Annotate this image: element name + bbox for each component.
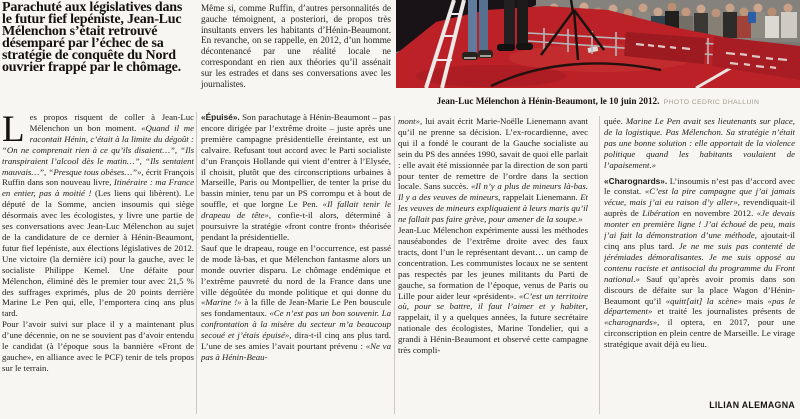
body-paragraph: Pour l’avoir suivi sur place il y a maintenant plus d’une décennie, on ne se souvient pas d’avoir entendu le candidat (à l’époque sous la bannière «Front de gauche», en alliance avec le PCF) tenir de tels propos sur le terrain. — [2, 319, 194, 373]
body-column-2 — [201, 112, 391, 416]
body-paragraph: mont», lui avait écrit Marie-Noëlle Lienemann avant qu’il ne prenne sa décision. L’ex-rocardienne, avec qui il a fondé le courant de la Gauche socialiste au sein du PS des années 1990, savait de quoi elle parlait : elle avait été missionnée par la direction de son parti pour tenter de remettre de l’ordre dans la section locale. Sans succès. «Il n’y a plus de mineurs là-bas. Il y a des veuves de mineurs, rappelait Lienemann. Et les veuves de mineurs expliquaient à leurs maris qu’il ne fallait pas faire grève, pour amener de la soupe.» — [398, 116, 588, 225]
body-column-1 — [2, 112, 194, 416]
column-rule — [196, 112, 197, 414]
body-paragraph: quée. Marine Le Pen avait ses lieutenants sur place, de la logistique. Pas Mélenchon. Sa stratégie n’était pas une bonne solution : elle apportait de la violence politique quand les habitants voulaient de l’apaisement.» — [604, 116, 795, 170]
article-photo — [396, 0, 800, 88]
author-byline: LILIAN ALEMAGNA — [709, 400, 795, 410]
body-paragraph: Les propos risquent de coller à Jean-Luc Mélenchon un bon moment. «Quand il me racontait Hénin, c’était à la limite du dégoût : “On ne comprenait rien à ce qu’ils disaient…”, “Ils transpiraient l’alcool dès le matin…”, “Ils sentaient mauvais…”, “Presque tous obèses…”», écrit François Ruffin dans son nouveau livre, Itinéraire : ma France en entier, pas à moitié ! (Les liens qui libèrent). Le député de la Somme, ancien insoumis qui siège désormais avec les écologistes, y livre une partie de ses conversations avec Jean-Luc Mélenchon au sujet de la candidature de ce dernier à Hénin-Beaumont, futur fief lepéniste, aux élections législatives de 2012. Une victoire (la dernière ici) pour la gauche, avec le socialiste Philippe Kemel. Une défaite pour Mélenchon, éliminé dès le premier tour avec 21,5 % des suffrages exprimés, plus de 20 points derrière Marine Le Pen qui, elle, l’emportera cinq ans plus tard. — [2, 112, 194, 319]
photo-caption-text: Jean-Luc Mélenchon à Hénin-Beaumont, le 10 juin 2012. — [436, 96, 660, 106]
standfirst: Parachuté aux législatives dans le futur fief lepéniste, Jean-Luc Mélenchon s’était retrouvé désemparé par l’échec de sa stratégie de conquête du Nord ouvrier frappé par le chômage. — [2, 0, 183, 75]
body-column-4 — [604, 116, 795, 416]
column-rule — [394, 116, 395, 414]
body-paragraph: «Charognards». L’insoumis n’est pas d’accord avec le constat. «C’est la pire campagne que j’ai jamais vécue, mais j’ai eu raison d’y aller», revendiquait-il auprès de Libération en novembre 2012. «Je devais monter en première ligne ! J’ai échoué de peu, mais j’ai fait la démonstration d’une méthode, ajoutait-il cinq ans plus tard. Je ne me suis pas contenté de jérémiades démoralisantes. Je me suis opposé au contenu raciste et antisocial du programme du Front national.» Sauf qu’après avoir promis dans son discours de défaite sur la place Wagon d’Hénin-Beaumont qu’il «quitt[ait] la scène» mais «pas le département» et traité les journalistes présents de «charognards», il optera, en 2017, pour une circonscription en plein centre de Marseille. Le virage stratégique avait déjà eu lieu. — [604, 175, 795, 350]
drop-cap: L — [2, 112, 25, 150]
photo-illustration — [396, 0, 800, 88]
body-column-3 — [398, 116, 588, 416]
photo-credit: PHOTO CEDRIC DHALLUIN — [663, 99, 760, 106]
body-paragraph: Jean-Luc Mélenchon expérimente aussi les méthodes nauséabondes de l’extrême droite avec des faux tracts, dont l’un le représentant devant… un camp de concentration. Les communistes locaux ne se sentent pas respectés par les jeunes militants du Parti de gauche, sa formation de l’époque, venus de Paris ou Lille pour aider leur «président». «C’est un territoire où, pour se battre, il faut l’aimer et y habiter, rappelait, il y a quelques années, la future secrétaire nationale des écologistes, Marine Tondelier, qui a grandi à Hénin-Beaumont et observé cette campagne très compli- — [398, 225, 588, 356]
body-paragraph: Sauf que le drapeau, rouge en l’occurrence, est passé de mode là-bas, et que Mélenchon fantasme alors un monde ouvrier disparu. Le chômage endémique et l’extrême pauvreté du nord de la France dans une ville dégoûtée du monde politique et qui donne du «Marine !» à la fille de Jean-Marie Le Pen bouscule ses fondamentaux. «Ce n’est pas un bon souvenir. La confrontation à la misère du secteur m’a beaucoup secoué et j’étais épuisé», dira-t-il cinq ans plus tard. L’une de ses amies l’avait pourtant prévenu : «Ne va pas à Hénin-Beau- — [201, 242, 391, 362]
lede-paragraph: Même si, comme Ruffin, d’autres personnalités de gauche témoignent, a posteriori, de propos très insultants envers les habitants d’Hénin-Beaumont. En revanche, on se rappelle, en 2012, d’un homme décontenancé par une réalité locale ne correspondant en rien aux théories qu’il assénait sur les estrades et dans ses conversations avec les journalistes. — [201, 3, 391, 89]
column-rule — [599, 116, 600, 414]
body-paragraph: «Épuisé». Son parachutage à Hénin-Beaumont – pas encore dirigée par l’extrême droite – juste après une première campagne présidentielle éreintante, est un calvaire. Refusant tout accord avec le Parti socialiste d’un François Hollande qui vient d’entrer à l’Elysée, il choisit, plutôt que des circonscriptions urbaines à Marseille, Paris ou Montpellier, de tenter la prise du bassin minier, tenu par un PS corrompu et à bout de souffle, et que lorgne Le Pen. «Il fallait tenir le drapeau de tête», confie-t-il alors, déterminé à poursuivre la stratégie «front contre front» théorisée pendant la présidentielle. — [201, 112, 391, 242]
press-microphone — [748, 12, 756, 23]
photo-caption — [396, 96, 800, 106]
